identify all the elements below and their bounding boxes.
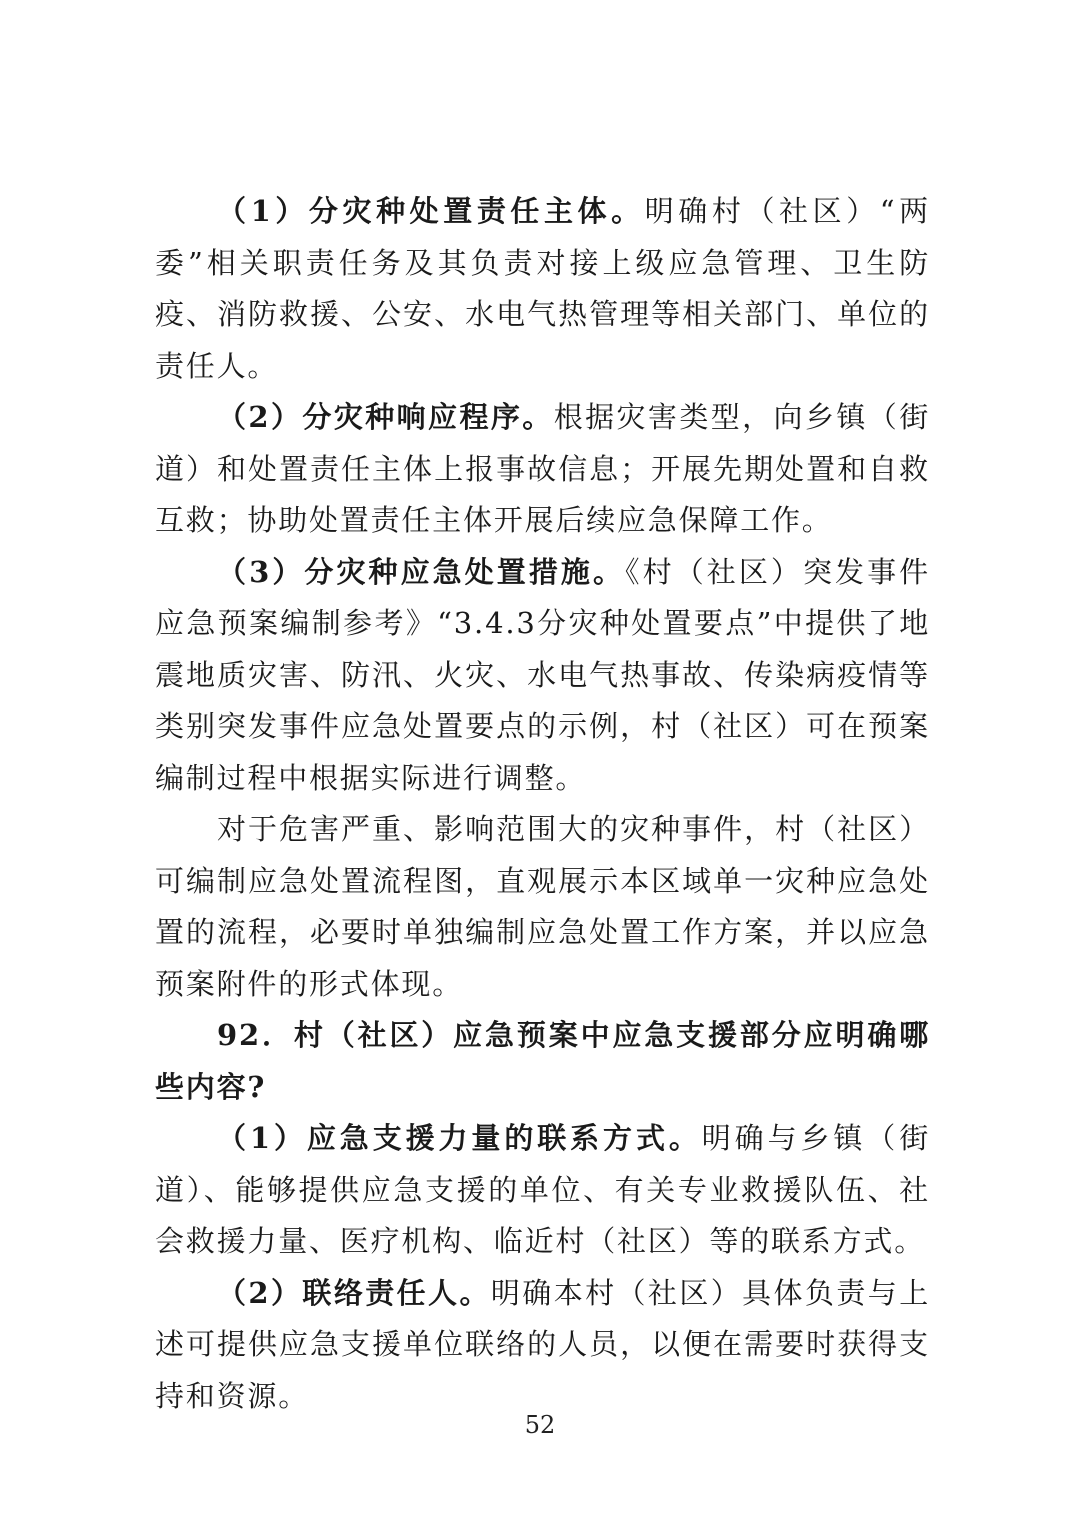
- paragraph-lead: （3）分灾种应急处置措施。: [217, 554, 626, 589]
- answer-body: 明确本村（社区）具体负责与上述可提供应急支援单位联络的人员，以便在需要时获得支持和资源。: [155, 1275, 930, 1413]
- paragraph-disposal-measures: [155, 547, 930, 805]
- paragraph-flowchart-note: [155, 804, 930, 1010]
- paragraph-body: 《村（社区）突发事件应急预案编制参考》“3.4.3分灾种处置要点”中提供了地震地质灾害、防汛、火灾、水电气热事故、传染病疫情等类别突发事件应急处置要点的示例，村（社区）可在预案编制过程中根据实际进行调整。: [155, 554, 930, 795]
- paragraph-body: 对于危害严重、影响范围大的灾种事件，村（社区）可编制应急处置流程图，直观展示本区域单一灾种应急处置的流程，必要时单独编制应急处置工作方案，并以应急预案附件的形式体现。: [155, 812, 930, 1001]
- answer-contact-methods: [155, 1113, 930, 1268]
- paragraph-lead: （2）分灾种响应程序。: [217, 400, 554, 434]
- question-heading: 92．村（社区）应急预案中应急支援部分应明确哪些内容?: [155, 1018, 930, 1104]
- paragraph-response-procedure: [155, 392, 930, 547]
- answer-body: 明确与乡镇（街道）、能够提供应急支援的单位、有关专业救援队伍、社会救援力量、医疗机构、临近村（社区）等的联系方式。: [155, 1121, 930, 1258]
- answer-lead: （2）联络责任人。: [217, 1275, 491, 1310]
- paragraph-lead: （1）分灾种处置责任主体。: [217, 194, 645, 228]
- answer-lead: （1）应急支援力量的联系方式。: [217, 1121, 702, 1155]
- body-text: [155, 186, 930, 1422]
- page-number: 52: [524, 1411, 556, 1439]
- paragraph-disposal-responsibility: [155, 186, 930, 392]
- paragraph-body: 明确村（社区）“两委”相关职责任务及其负责对接上级应急管理、卫生防疫、消防救援、公安、水电气热管理等相关部门、单位的责任人。: [155, 194, 930, 383]
- paragraph-body: 根据灾害类型，向乡镇（街道）和处置责任主体上报事故信息；开展先期处置和自救互救；协助处置责任主体开展后续应急保障工作。: [155, 400, 930, 537]
- answer-liaison-person: [155, 1268, 930, 1423]
